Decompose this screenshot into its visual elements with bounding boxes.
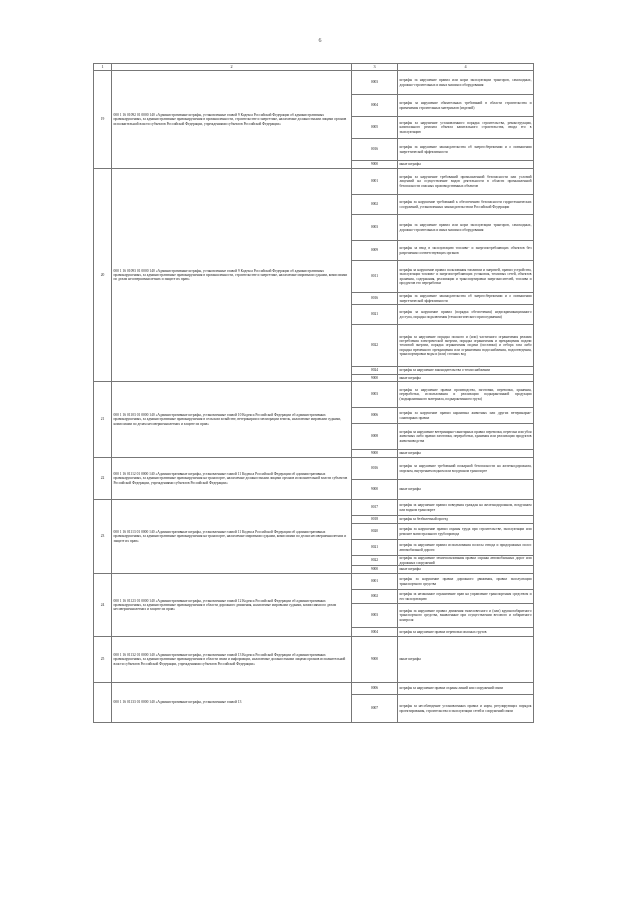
fine-description: штрафы за нарушение правил использования полосы отвода и придорожных полос автомобильной дороги — [398, 540, 534, 556]
fine-description: штрафы за нарушение правил карантина животных или других ветеринарно-санитарных правил — [398, 408, 534, 424]
subcode: 0008 — [352, 424, 398, 450]
subcode: 0016 — [352, 139, 398, 161]
fine-description: штрафы за несоблюдение установленных правил и норм, регулирующих порядок проектирования, строительства и эксплуатации сетей и сооружений связи — [398, 695, 534, 723]
subcode: 0006 — [352, 408, 398, 424]
fine-description: иные штрафы — [398, 161, 534, 169]
subcode: 0003 — [352, 604, 398, 628]
header-cell: 3 — [352, 64, 398, 71]
fine-description: штрафы за нарушение порядка полного и (или) частичного ограничения режима потребления электрической энергии, порядка ограничения и прекращения подачи тепловой энергии, порядка ограничения подачи (поставки) и отбора газа либо порядка временного прекращения или ограничения водоснабжения, водоотведения, транспортировки воды и (или) сточных вод — [398, 325, 534, 367]
subcode: 0018 — [352, 516, 398, 524]
subcode: 0009 — [352, 241, 398, 261]
fine-description: штрафы за незаконное ограничение прав на управление транспортным средством и его эксплуатацию — [398, 590, 534, 604]
fine-description: штрафы за нарушение ветеринарно-санитарных правил перевозки, перегона или убоя животных либо правил заготовки, переработки, хранения или реализации продуктов животноводства — [398, 424, 534, 450]
revenue-code-description: 000 1 16 01132 01 0000 140 «Административные штрафы, установленные главой 13 Кодекса Российской Федерации об административных правонарушениях, за административные правонарушения в области связи и информации, налагаемые должностными лицами органов исполнительной власти субъектов Российской Федерации, учреждениями субъектов Российской Федерации» — [112, 637, 352, 683]
group-number: 25 — [94, 637, 112, 683]
header-cell: 2 — [112, 64, 352, 71]
fine-description: штрафы за ввод в эксплуатацию топливо- и энергопотребляющих объектов без разрешения соответствующих органов — [398, 241, 534, 261]
group-number: 20 — [94, 169, 112, 382]
subcode: 0020 — [352, 524, 398, 540]
subcode: 0021 — [352, 540, 398, 556]
subcode: 0006 — [352, 683, 398, 695]
group-number — [94, 683, 112, 723]
revenue-code-description: 000 1 16 01112 01 0000 140 «Административные штрафы, установленные главой 11 Кодекса Российской Федерации об административных правонарушениях, за административные правонарушения на транспорте, налагаемые должностными лицами органов исполнительной власти субъектов Российской Федерации, учреждениями субъектов Российской Федерации» — [112, 458, 352, 500]
group-number: 22 — [94, 458, 112, 500]
group-number: 19 — [94, 71, 112, 169]
fine-description: штрафы за нарушение законодательства о теплоснабжении — [398, 367, 534, 375]
subcode: 9000 — [352, 480, 398, 500]
subcode: 0002 — [352, 195, 398, 215]
fine-description: штрафы за нарушение требований к обеспечению безопасности гидротехнических сооружений, установленных законодательством Российской Федерации — [398, 195, 534, 215]
fine-description: штрафы за нарушение правил или норм эксплуатации тракторов, самоходных, дорожно-строительных и иных машин и оборудования — [398, 215, 534, 241]
kbk-table — [93, 63, 534, 723]
header-cell: 4 — [398, 64, 534, 71]
revenue-code-description: 000 1 16 01092 01 0000 140 «Административные штрафы, установленные главой 9 Кодекса Российской Федерации об административных правонарушениях, за административные правонарушения в промышленности, строительстве и энергетике, налагаемые должностными лицами органов исполнительной власти субъектов Российской Федерации, учреждениями субъектов Российской Федерации» — [112, 71, 352, 169]
fine-description: штрафы за нарушение правил (порядка обеспечения) недискриминационного доступа, порядка подключения (технологического присоединения) — [398, 305, 534, 325]
fine-description: штрафы за нарушение законодательства об энергосбережении и о повышении энергетической эффективности — [398, 139, 534, 161]
group-number: 21 — [94, 382, 112, 458]
subcode: 9000 — [352, 637, 398, 683]
table-row — [94, 169, 534, 195]
subcode: 0003 — [352, 215, 398, 241]
fine-description: иные штрафы — [398, 375, 534, 382]
table-row — [94, 637, 534, 683]
fine-description: штрафы за нарушение правил производства, заготовки, перевозки, хранения, переработки, использования и реализации подкарантинной продукции (подкарантинного материала, подкарантинного груза) — [398, 382, 534, 408]
table-row — [94, 71, 534, 95]
subcode: 0021 — [352, 305, 398, 325]
subcode: 0003 — [352, 71, 398, 95]
revenue-code-description: 000 1 16 01093 01 0000 140 «Административные штрафы, установленные главой 9 Кодекса Российской Федерации об административных правонарушениях, за административные правонарушения в промышленности, строительстве и энергетике, налагаемые мировыми судьями, комиссиями по делам несовершеннолетних и защите их прав» — [112, 169, 352, 382]
fine-description: иные штрафы — [398, 566, 534, 574]
subcode: 9000 — [352, 161, 398, 169]
revenue-code-description: 000 1 16 01103 01 0000 140 «Административные штрафы, установленные главой 10 Кодекса Российской Федерации об административных правонарушениях, за административные правонарушения в сельском хозяйстве, ветеринарии и мелиорации земель, налагаемые мировыми судьями, комиссиями по делам несовершеннолетних и защите их прав» — [112, 382, 352, 458]
revenue-code-description: 000 1 16 01133 01 0000 140 «Административные штрафы, установленные главой 13 — [112, 683, 352, 723]
fine-description: штрафы за нарушение правил дорожного движения, правил эксплуатации транспортного средства — [398, 574, 534, 590]
subcode: 0004 — [352, 95, 398, 117]
revenue-code-description: 000 1 16 01123 01 0000 140 «Административные штрафы, установленные главой 12 Кодекса Российской Федерации об административных правонарушениях, за административные правонарушения в области дорожного движения, налагаемые мировыми судьями, комиссиями по делам несовершеннолетних и защите их прав» — [112, 574, 352, 637]
subcode: 9000 — [352, 566, 398, 574]
subcode: 0001 — [352, 169, 398, 195]
subcode: 0007 — [352, 695, 398, 723]
subcode: 9000 — [352, 450, 398, 458]
fine-description: штрафы за нарушение правил движения тяжеловесного и (или) крупногабаритного транспортного средства, выявленные при осуществлении весового и габаритного контроля — [398, 604, 534, 628]
subcode: 9000 — [352, 375, 398, 382]
fine-description: штрафы за нарушение правил пользования топливом и энергией, правил устройства, эксплуатации топливо- и энергопотребляющих установок, тепловых сетей, объектов хранения, содержания, реализации и транспортировки энергоносителей, топлива и продуктов его переработки — [398, 261, 534, 293]
fine-description: штрафы за нарушение требований промышленной безопасности или условий лицензий на осуществление видов деятельности в области промышленной безопасности опасных производственных объектов — [398, 169, 534, 195]
subcode: 0005 — [352, 117, 398, 139]
fine-description: штрафы за нарушение правил охраны труда при строительстве, эксплуатации или ремонте магистрального трубопровода — [398, 524, 534, 540]
group-number: 24 — [94, 574, 112, 637]
fine-description: штрафы за нарушение правил перевозки опасных грузов — [398, 628, 534, 637]
subcode: 0004 — [352, 628, 398, 637]
subcode: 0003 — [352, 382, 398, 408]
fine-description: штрафы за нарушение правил охраны линий или сооружений связи — [398, 683, 534, 695]
fine-description: штрафы за нарушение установленного порядка строительства, реконструкции, капитального ремонта объекта капитального строительства, ввода его в эксплуатацию — [398, 117, 534, 139]
subcode: 0002 — [352, 590, 398, 604]
subcode: 0001 — [352, 574, 398, 590]
fine-description: иные штрафы — [398, 637, 534, 683]
subcode: 0022 — [352, 325, 398, 367]
fine-description: иные штрафы — [398, 450, 534, 458]
subcode: 0016 — [352, 293, 398, 305]
subcode: 0011 — [352, 261, 398, 293]
fine-description: штрафы за нарушение требований пожарной безопасности на железнодорожном, морском, внутреннем водном или воздушном транспорте — [398, 458, 534, 480]
subcode: 0022 — [352, 556, 398, 566]
header-row — [94, 64, 534, 71]
table-row — [94, 574, 534, 590]
fine-description: штрафы за нарушение обязательных требований в области строительства и применения строительных материалов (изделий) — [398, 95, 534, 117]
table-row — [94, 500, 534, 516]
fine-description: штрафы за нарушение правил или норм эксплуатации тракторов, самоходных, дорожно-строительных и иных машин и оборудования — [398, 71, 534, 95]
table-row — [94, 382, 534, 408]
group-number: 23 — [94, 500, 112, 574]
fine-description: штрафы за нарушение законодательства об энергосбережении и о повышении энергетической эффективности — [399, 294, 532, 303]
fine-description: иные штрафы — [398, 480, 534, 500]
page-number: 6 — [318, 38, 322, 44]
fine-description: штрафы за нарушение правил поведения граждан на железнодорожном, воздушном или водном транспорте — [398, 500, 534, 516]
table-row — [94, 683, 534, 695]
fine-description: штрафы за нарушение землепользования правил охраны автомобильных дорог или дорожных сооружений — [399, 556, 532, 565]
subcode: 0024 — [352, 367, 398, 375]
table-row — [94, 458, 534, 480]
header-cell: 1 — [94, 64, 112, 71]
fine-description: штрафы за безбилетный проезд — [398, 516, 534, 524]
revenue-code-description: 000 1 16 01113 01 0000 140 «Административные штрафы, установленные главой 11 Кодекса Российской Федерации об административных правонарушениях, за административные правонарушения на транспорте, налагаемые мировыми судьями, комиссиями по делам несовершеннолетних и защите их прав» — [112, 500, 352, 574]
subcode: 0017 — [352, 500, 398, 516]
subcode: 0016 — [352, 458, 398, 480]
